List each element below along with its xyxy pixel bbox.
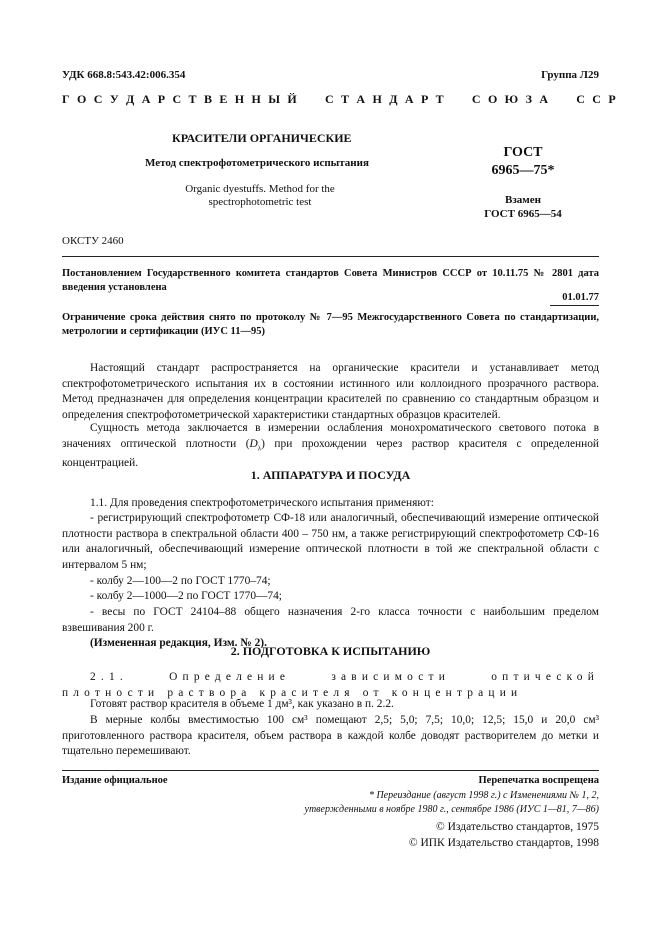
section-1-p5: - весы по ГОСТ 24104–88 общего назначения 2-го класса точности с наибольшим пределом взвешивания 200 г. (62, 606, 599, 634)
section-1-amendment: (Измененная редакция, Изм. № 2). (90, 637, 267, 649)
edition-label: Издание официальное (62, 775, 168, 786)
section-1-p2: - регистрирующий спектрофотометр СФ-18 или аналогичный, обеспечивающий измерение оптической плотности раствора в спектральной области 400 – 750 нм, а также регистрирующий спектрофотометр СФ-16 или аналогичный, обеспечивающий измерение оптической плотности в той же спектральной области с интервалом 5 нм; (62, 512, 599, 571)
section-2-heading: 2. ПОДГОТОВКА К ИСПЫТАНИЮ (230, 644, 431, 658)
intro-p2-end: ) при прохождении через раствор красителя с определенной концентрацией. (62, 437, 600, 470)
replaces-label: Взамен (505, 194, 541, 206)
section-2-p3: В мерные колбы вместимостью 100 см³ помещают 2,5; 5,0; 7,5; 10,0; 12,5; 15,0 и 20,0 см³ приготовленного раствора красителя, объем раствора в каждой колбе доводят растворителем до метки и тщательно перемешивают. (62, 714, 599, 758)
section-1-p1: 1.1. Для проведения спектрофотометрического испытания применяют: (90, 497, 434, 509)
okstu-code: ОКСТУ 2460 (62, 235, 124, 247)
gost-number: 6965—75* (491, 163, 555, 178)
udk-code: УДК 668.8:543.42:006.354 (62, 69, 186, 81)
optical-density-symbol: D (249, 437, 258, 450)
group-code: Группа Л29 (541, 69, 599, 81)
intro-p2-start: Сущность метода заключается в измерении ослабления монохроматического светового потока в значениях оптической плотности ( (62, 422, 599, 450)
date-underline (550, 305, 599, 306)
decree-text: Постановлением Государственного комитета стандартов Совета Министров СССР от 10.11.75 № 2801 дата введения установлена (62, 268, 599, 293)
intro-paragraph-2 (62, 421, 599, 472)
doc-subtitle: Метод спектрофотометрического испытания (145, 157, 369, 169)
reissue-note-line-2: утвержденными в ноябре 1980 г., сентябре 1986 (ИУС 1—81, 7—86) (304, 804, 599, 815)
copyright-block (409, 819, 599, 851)
intro-paragraph-1: Настоящий стандарт распространяется на органические красители и устанавливает метод спектрофотометрического испытания их в состоянии истинного или коллоидного прозрачного раствора. Метод предназначен для определения концентрации красителей по сравнению со стандартным образцом и определения спектрофотометрической характеристики стандартных образцов красителей. (62, 362, 599, 421)
reprint-label: Перепечатка воспрещена (478, 775, 599, 786)
replaces-block (468, 193, 578, 221)
footer-rule (62, 770, 599, 771)
reissue-note (305, 789, 599, 817)
replaces-gost: ГОСТ 6965—54 (484, 208, 562, 220)
standard-banner: Г О С У Д А Р С Т В Е Н Н Ы Й С Т А Н Д А Р Т С О Ю З А С С Р (62, 92, 618, 106)
reissue-note-line-1: * Переиздание (август 1998 г.) с Изменениями № 1, 2, (368, 790, 599, 801)
english-title (175, 183, 345, 209)
decree-date: 01.01.77 (562, 292, 599, 303)
gost-block (478, 144, 568, 180)
doc-title: КРАСИТЕЛИ ОРГАНИЧЕСКИЕ (172, 131, 352, 145)
top-rule (62, 256, 599, 257)
copyright-line-2: © ИПК Издательство стандартов, 1998 (408, 837, 599, 849)
section-2-p2: Готовят раствор красителя в объеме 1 дм³, как указано в п. 2.2. (90, 698, 394, 710)
optical-density-subscript: λ (257, 443, 262, 452)
section-2-p1: 2.1. Определение зависимости оптической плотности раствора красителя от концентрации (62, 671, 599, 699)
gost-label: ГОСТ (503, 145, 543, 160)
section-1-heading: 1. АППАРАТУРА И ПОСУДА (250, 468, 411, 482)
section-1-p3: - колбу 2—100—2 по ГОСТ 1770–74; (90, 575, 271, 587)
limit-text: Ограничение срока действия снято по протоколу № 7—95 Межгосударственного Совета по стандартизации, метрологии и сертификации (ИУС 11—95) (62, 312, 599, 337)
copyright-line-1: © Издательство стандартов, 1975 (435, 821, 599, 833)
english-title-line-1: Organic dyestuffs. Method for the (185, 183, 335, 195)
section-1-p4: - колбу 2—1000—2 по ГОСТ 1770—74; (90, 590, 282, 602)
english-title-line-2: spectrophotometric test (208, 196, 312, 208)
